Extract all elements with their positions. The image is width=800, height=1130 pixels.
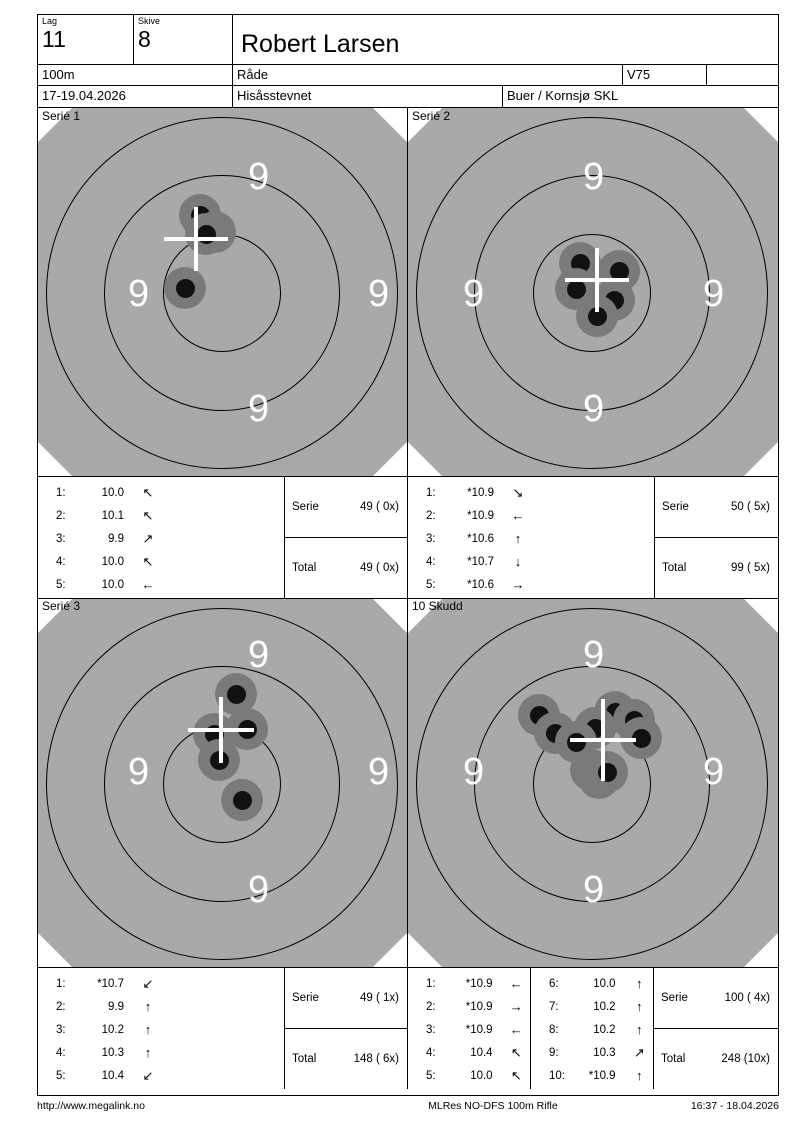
target-panel-serie-3 [38, 599, 408, 1089]
shot-value: 10.0 [101, 578, 124, 591]
ring-digit: 9 [128, 273, 150, 315]
serie-title-1: Serié 1 [42, 109, 81, 123]
shot-list-2 [408, 477, 655, 598]
serie-summary [655, 477, 778, 538]
ring-digit: 9 [583, 156, 605, 198]
header-row-secondary [38, 65, 778, 86]
date-cell: 17-19.04.2026 [38, 86, 233, 107]
shot-number: 3: [56, 532, 66, 545]
direction-arrow-icon: ↑ [636, 1022, 643, 1037]
target-panel-serie-2 [408, 108, 778, 599]
direction-arrow-icon: ↘ [512, 484, 524, 500]
list-item [531, 1064, 653, 1087]
shot-number: 2: [56, 1000, 66, 1013]
target-face-2 [408, 108, 778, 477]
direction-arrow-icon: ↑ [636, 1068, 643, 1083]
corner-cut-icon [744, 933, 778, 967]
footer-center-text: MLRes NO-DFS 100m Rifle [428, 1100, 558, 1112]
shot-value: *10.6 [467, 532, 494, 545]
shot-number: 6: [549, 977, 559, 990]
target-panel-serie-1 [38, 108, 408, 599]
distance-cell: 100m [38, 65, 233, 85]
shot-number: 4: [426, 555, 436, 568]
ring-digit: 9 [248, 156, 270, 198]
shot-number: 1: [56, 977, 66, 990]
direction-arrow-icon: ← [511, 508, 525, 523]
shot-number: 2: [426, 509, 436, 522]
shot-value: 10.2 [593, 1000, 616, 1013]
shot-number: 5: [56, 578, 66, 591]
shot-number: 3: [426, 1023, 436, 1036]
targets-grid [38, 108, 778, 1089]
shot-value: 10.0 [470, 1069, 493, 1082]
corner-cut-icon [373, 108, 407, 142]
shot-value: 10.3 [593, 1046, 616, 1059]
shot-number: 2: [56, 509, 66, 522]
shot-value: *10.7 [97, 977, 124, 990]
corner-cut-icon [373, 442, 407, 476]
ring-digit: 9 [583, 869, 605, 911]
results-serie-3 [38, 968, 407, 1089]
shot-value: *10.6 [467, 578, 494, 591]
shot-number: 3: [426, 532, 436, 545]
direction-arrow-icon: ↖ [142, 507, 154, 523]
footer-url[interactable]: http://www.megalink.no [37, 1100, 145, 1112]
shot-number: 4: [426, 1046, 436, 1059]
list-item [38, 972, 284, 995]
direction-arrow-icon: ↗ [633, 1044, 645, 1060]
group-center-cross [565, 248, 629, 312]
list-item [38, 1064, 284, 1087]
shot-value: 10.4 [470, 1046, 493, 1059]
total-value: 49 ( 0x) [360, 562, 399, 574]
shot-list-4b [531, 968, 654, 1089]
group-center-cross [570, 699, 636, 781]
shot-value: 9.9 [108, 532, 124, 545]
corner-cut-icon [408, 442, 442, 476]
list-item [38, 1041, 284, 1064]
direction-arrow-icon: ↑ [636, 999, 643, 1014]
list-item [38, 995, 284, 1018]
results-serie-1 [38, 477, 407, 598]
direction-arrow-icon: ↓ [514, 554, 522, 569]
serie-summary [654, 968, 778, 1029]
corner-cut-icon [373, 933, 407, 967]
list-item [408, 1041, 530, 1064]
ring-digit: 9 [368, 751, 390, 793]
list-item [38, 504, 284, 527]
total-label: Total [292, 562, 317, 574]
shot-number: 8: [549, 1023, 559, 1036]
shot-hole [176, 279, 195, 298]
ring-digit: 9 [128, 751, 150, 793]
serie-title-3: Serié 3 [42, 599, 81, 613]
lag-label: Lag [42, 16, 58, 26]
direction-arrow-icon: ↑ [144, 999, 152, 1014]
list-item [408, 1018, 530, 1041]
direction-arrow-icon: ↖ [510, 1044, 522, 1060]
group-center-cross [164, 207, 228, 271]
corner-cut-icon [744, 442, 778, 476]
direction-arrow-icon: ↖ [142, 484, 154, 500]
list-item [531, 1041, 653, 1064]
shot-value: 10.0 [593, 977, 616, 990]
total-label: Total [662, 562, 687, 574]
shot-list-1 [38, 477, 285, 598]
footer-timestamp: 16:37 - 18.04.2026 [690, 1100, 779, 1112]
summary-4 [654, 968, 778, 1089]
shot-number: 5: [426, 1069, 436, 1082]
serie-value: 49 ( 1x) [360, 992, 399, 1004]
total-summary [285, 538, 407, 598]
shot-number: 1: [56, 486, 66, 499]
total-label: Total [661, 1053, 686, 1065]
total-label: Total [292, 1053, 317, 1065]
shot-mark [221, 779, 263, 821]
summary-3 [285, 968, 407, 1089]
direction-arrow-icon: ↑ [144, 1022, 152, 1037]
direction-arrow-icon: ↖ [142, 553, 154, 569]
shot-value: *10.9 [588, 1069, 616, 1082]
shot-number: 7: [549, 1000, 559, 1013]
direction-arrow-icon: ← [141, 577, 155, 592]
skive-cell [134, 15, 233, 64]
lag-cell [38, 15, 134, 64]
total-value: 148 ( 6x) [353, 1053, 399, 1065]
corner-cut-icon [744, 599, 778, 633]
shot-value: *10.9 [465, 1000, 493, 1013]
list-item [408, 573, 654, 596]
skive-value: 8 [138, 26, 151, 52]
shot-hole [233, 791, 252, 810]
class-badge: V75 [623, 65, 707, 85]
direction-arrow-icon: ← [509, 976, 523, 991]
corner-cut-icon [38, 442, 72, 476]
shot-number: 1: [426, 486, 436, 499]
list-item [531, 972, 653, 995]
results-10-skudd [408, 968, 778, 1089]
shot-number: 10: [549, 1069, 565, 1082]
ring-digit: 9 [703, 273, 725, 315]
direction-arrow-icon: ↑ [636, 976, 643, 991]
shot-number: 4: [56, 555, 66, 568]
extra-cell [707, 65, 778, 85]
shot-value: 10.2 [101, 1023, 124, 1036]
direction-arrow-icon: ↙ [142, 1067, 154, 1083]
total-value: 248 (10x) [721, 1053, 770, 1065]
shot-list-3 [38, 968, 285, 1089]
target-panel-10-skudd [408, 599, 778, 1089]
shot-number: 4: [56, 1046, 66, 1059]
shot-value: 10.0 [101, 486, 124, 499]
list-item [408, 995, 530, 1018]
summary-1 [285, 477, 407, 598]
ring-digit: 9 [463, 273, 485, 315]
target-face-3 [38, 599, 407, 968]
event-cell: Hisåsstevnet [233, 86, 503, 107]
shot-number: 9: [549, 1046, 559, 1059]
serie-value: 100 ( 4x) [724, 992, 770, 1004]
place-cell: Råde [233, 65, 623, 85]
shot-value: *10.7 [467, 555, 494, 568]
ring-digit: 9 [703, 751, 725, 793]
lag-value: 11 [42, 26, 66, 52]
serie-label: Serie [661, 992, 688, 1004]
direction-arrow-icon: → [509, 999, 523, 1014]
shot-value: 10.1 [101, 509, 124, 522]
serie-value: 49 ( 0x) [360, 501, 399, 513]
total-summary [285, 1029, 407, 1089]
serie-label: Serie [662, 501, 689, 513]
shot-number: 2: [426, 1000, 436, 1013]
shot-number: 3: [56, 1023, 66, 1036]
ring-digit: 9 [583, 634, 605, 676]
summary-2 [655, 477, 778, 598]
total-value: 99 ( 5x) [731, 562, 770, 574]
result-sheet [37, 14, 779, 1096]
shot-value: *10.9 [467, 486, 494, 499]
results-serie-2 [408, 477, 778, 598]
serie-title-2: Serié 2 [412, 109, 451, 123]
direction-arrow-icon: ← [509, 1022, 523, 1037]
shot-value: 10.0 [101, 555, 124, 568]
shot-list-4a [408, 968, 531, 1089]
ring-digit: 9 [463, 751, 485, 793]
ring-digit: 9 [248, 388, 270, 430]
list-item [38, 550, 284, 573]
target-face-4 [408, 599, 778, 968]
list-item [38, 1018, 284, 1041]
group-center-cross [188, 697, 254, 763]
corner-cut-icon [38, 933, 72, 967]
corner-cut-icon [373, 599, 407, 633]
list-item [408, 1064, 530, 1087]
club-cell: Buer / Kornsjø SKL [507, 88, 619, 103]
shot-number: 5: [56, 1069, 66, 1082]
skive-label: Skive [138, 16, 161, 26]
list-item [531, 1018, 653, 1041]
list-item [38, 481, 284, 504]
direction-arrow-icon: ↑ [144, 1045, 152, 1060]
ring-digit: 9 [248, 869, 270, 911]
list-item [408, 481, 654, 504]
list-item [531, 995, 653, 1018]
total-summary [655, 538, 778, 598]
list-item [38, 573, 284, 596]
header-row-primary [38, 15, 778, 65]
direction-arrow-icon: → [511, 577, 525, 592]
serie-summary [285, 968, 407, 1029]
shot-value: 10.2 [593, 1023, 616, 1036]
corner-cut-icon [744, 108, 778, 142]
header-row-tertiary [38, 86, 778, 108]
target-face-1 [38, 108, 407, 477]
ring-digit: 9 [368, 273, 390, 315]
shot-value: 10.3 [101, 1046, 124, 1059]
total-summary [654, 1029, 778, 1089]
list-item [38, 527, 284, 550]
list-item [408, 504, 654, 527]
shot-number: 1: [426, 977, 436, 990]
shot-value: 10.4 [101, 1069, 124, 1082]
direction-arrow-icon: ↗ [142, 530, 154, 546]
serie-value: 50 ( 5x) [731, 501, 770, 513]
serie-summary [285, 477, 407, 538]
shot-number: 5: [426, 578, 436, 591]
shot-value: *10.9 [465, 977, 493, 990]
direction-arrow-icon: ↙ [142, 975, 154, 991]
serie-label: Serie [292, 501, 319, 513]
shooter-name: Robert Larsen [241, 30, 400, 58]
ring-digit: 9 [583, 388, 605, 430]
serie-label: Serie [292, 992, 319, 1004]
list-item [408, 527, 654, 550]
list-item [408, 972, 530, 995]
shot-value: *10.9 [467, 509, 494, 522]
shot-mark [164, 267, 206, 309]
ring-digit: 9 [248, 634, 270, 676]
direction-arrow-icon: ↖ [510, 1067, 522, 1083]
shot-value: 9.9 [108, 1000, 124, 1013]
direction-arrow-icon: ↑ [514, 531, 522, 546]
list-item [408, 550, 654, 573]
corner-cut-icon [408, 933, 442, 967]
shot-value: *10.9 [465, 1023, 493, 1036]
serie-title-4: 10 Skudd [412, 599, 463, 613]
page-footer [37, 1100, 779, 1112]
